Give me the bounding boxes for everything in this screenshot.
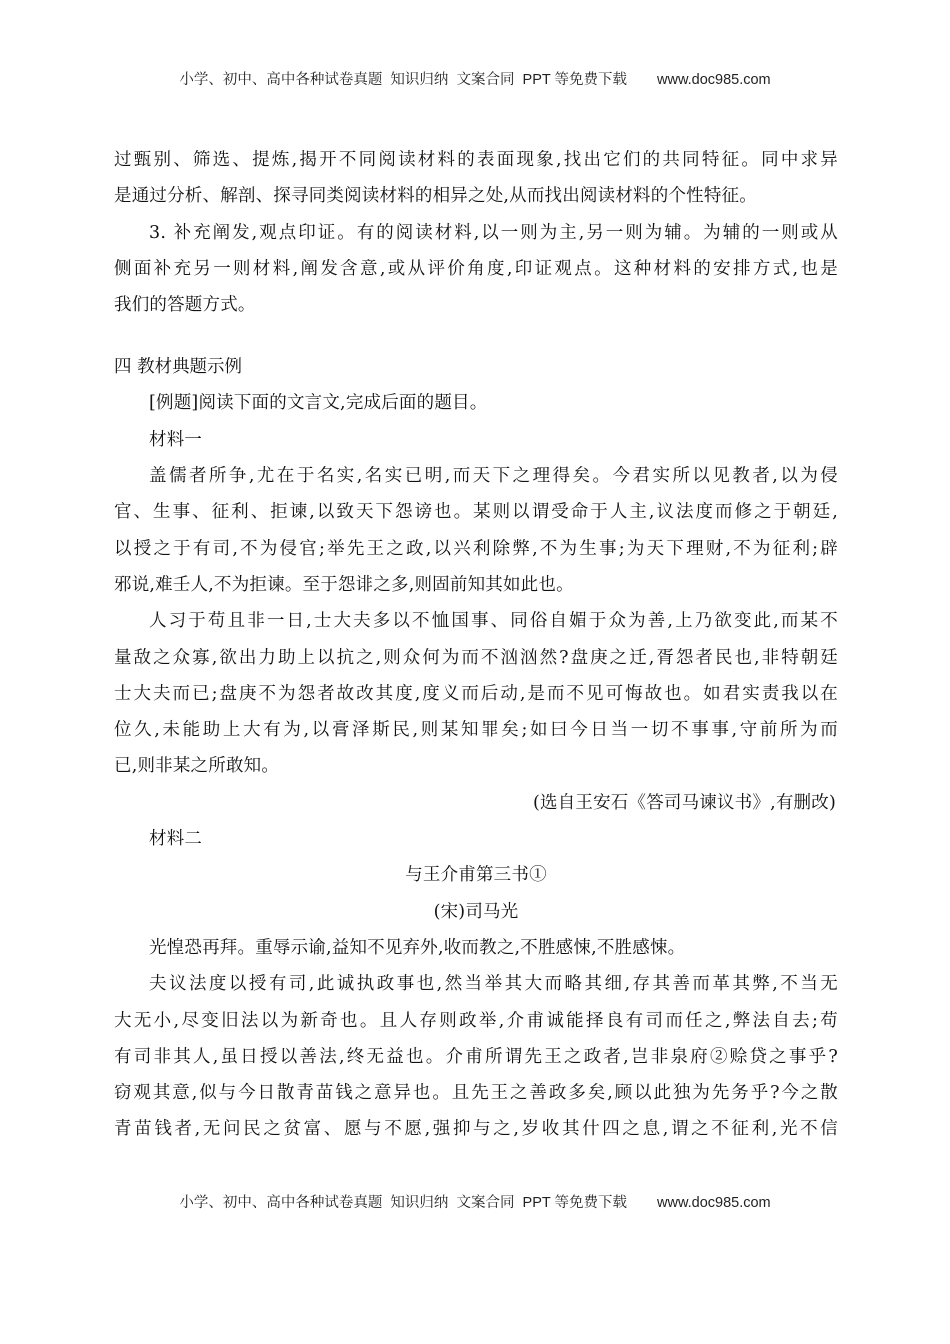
text-line: 量敌之众寡,欲出力助上以抗之,则众何为而不汹汹然?盘庚之迁,胥怨者民也,非特朝廷 — [114, 647, 838, 668]
letter-title: 与王介甫第三书① — [405, 865, 547, 886]
header-url: www.doc985.com — [657, 72, 771, 88]
source-citation: (选自王安石《答司马谏议书》,有删改) — [532, 792, 836, 813]
material-label: 材料一 — [149, 429, 203, 450]
text-line: 大无小,尽变旧法以为新奇也。且人存则政举,介甫诚能择良有司而任之,弊法自去;苟 — [114, 1010, 838, 1031]
point-3-paragraph — [114, 215, 838, 324]
material-2-paragraph-1 — [114, 930, 838, 966]
document-body — [114, 142, 838, 1148]
text-line: 侧面补充另一则材料,阐发含意,或从评价角度,印证观点。这种材料的安排方式,也是 — [114, 258, 838, 279]
text-line: 过甄别、筛选、提炼,揭开不同阅读材料的表面现象,找出它们的共同特征。同中求异 — [114, 150, 838, 170]
example-prompt: [例题]阅读下面的文言文,完成后面的题目。 — [149, 393, 488, 414]
text-line: 是通过分析、解剖、探寻同类阅读材料的相异之处,从而找出阅读材料的个性特征。 — [114, 186, 757, 207]
text-line: 官、生事、征利、拒谏,以致天下怨谤也。某则以谓受命于人主,议法度而修之于朝廷, — [114, 502, 838, 523]
text-line: 窃观其意,似与今日散青苗钱之意异也。且先王之善政多矣,顾以此独为先务乎?今之散 — [114, 1083, 838, 1104]
text-line: 青苗钱者,无问民之贫富、愿与不愿,强抑与之,岁收其什四之息,谓之不征利,光不信 — [114, 1119, 838, 1140]
text-line: 以授之于有司,不为侵官;举先王之政,以兴利除弊,不为生事;为天下理财,不为征利;辟 — [114, 538, 838, 559]
material-1-paragraph-2 — [114, 603, 838, 784]
text-line: 人习于苟且非一日,士大夫多以不恤国事、同俗自媚于众为善,上乃欲变此,而某不 — [149, 611, 838, 632]
material-2 — [114, 821, 838, 1148]
footer-url: www.doc985.com — [657, 1195, 771, 1211]
header-text: 小学、初中、高中各种试卷真题 知识归纳 文案合同 PPT 等免费下载 — [179, 72, 627, 88]
footer-text: 小学、初中、高中各种试卷真题 知识归纳 文案合同 PPT 等免费下载 — [179, 1195, 627, 1211]
text-line: 我们的答题方式。 — [114, 295, 256, 316]
text-line: 邪说,难壬人,不为拒谏。至于怨诽之多,则固前知其如此也。 — [114, 574, 574, 595]
section-title: 四 教材典题示例 — [114, 357, 243, 378]
material-1 — [114, 422, 838, 821]
text-line: 位久,未能助上大有为,以膏泽斯民,则某知罪矣;如曰今日当一切不事事,守前所为而 — [114, 720, 838, 741]
spacer — [114, 323, 838, 349]
text-line: 盖儒者所争,尤在于名实,名实已明,而天下之理得矣。今君实所以见教者,以为侵 — [149, 466, 838, 487]
material-2-paragraph-2 — [114, 966, 838, 1147]
intro-paragraph — [114, 142, 838, 215]
material-label: 材料二 — [149, 829, 203, 850]
page-footer — [0, 1191, 950, 1212]
text-line: 有司非其人,虽日授以善法,终无益也。介甫所谓先王之政者,岂非泉府②赊贷之事乎? — [114, 1046, 838, 1067]
page-header — [0, 68, 950, 89]
text-line: 3. 补充阐发,观点印证。有的阅读材料,以一则为主,另一则为辅。为辅的一则或从 — [149, 222, 838, 243]
text-line: 已,则非某之所敢知。 — [114, 756, 280, 777]
text-line: 士大夫而已;盘庚不为怨者故改其度,度义而后动,是而不见可悔故也。如君实责我以在 — [114, 683, 838, 704]
text-line: 光惶恐再拜。重辱示谕,益知不见弃外,收而教之,不胜感悚,不胜感悚。 — [149, 937, 686, 958]
material-1-paragraph-1 — [114, 458, 838, 603]
text-line: 夫议法度以授有司,此诚执政事也,然当举其大而略其细,存其善而革其弊,不当无 — [149, 974, 838, 995]
letter-author: (宋)司马光 — [433, 901, 519, 922]
